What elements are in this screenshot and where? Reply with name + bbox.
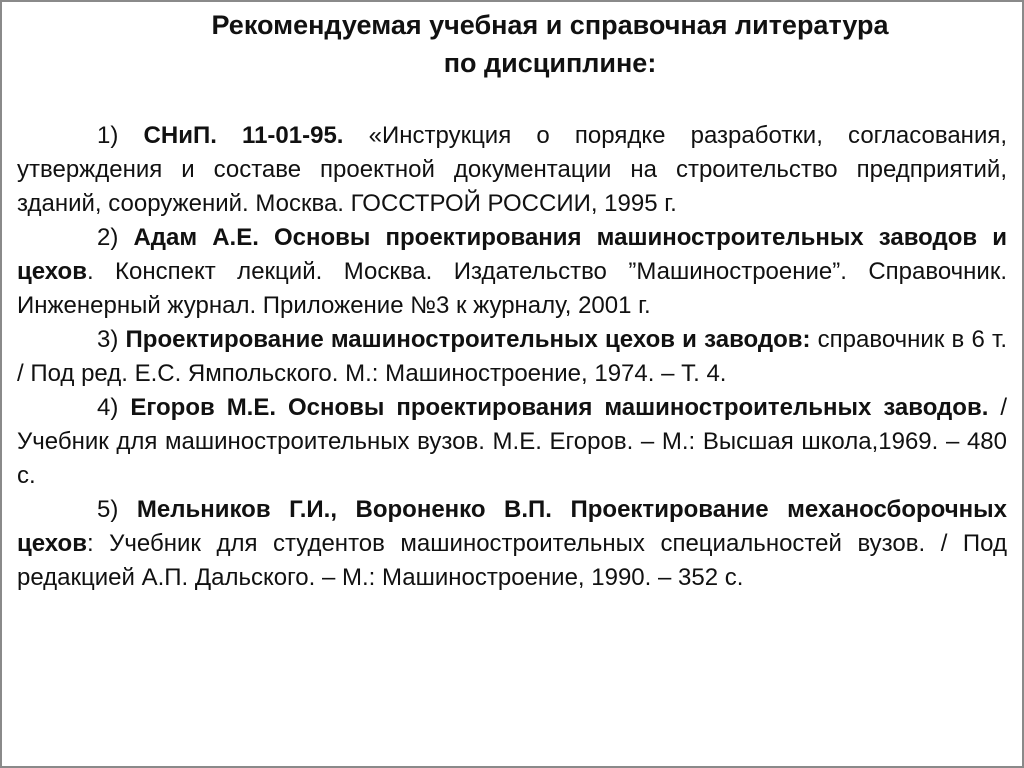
reference-number: 2) <box>97 224 119 251</box>
reference-details: : Учебник для студентов машиностроительных специальностей вузов. / Под редакцией А.П. Дальского. – М.: Машиностроение, 1990. – 352 с. <box>17 530 1007 591</box>
reference-details: / Учебник для машиностроительных вузов. М.Е. Егоров. – М.: Высшая школа,1969. – 480 с. <box>17 394 1007 489</box>
reference-bold-title: Адам А.Е. Основы проектирования машиностроительных заводов и цехов <box>17 224 1007 285</box>
reference-bold-title: СНиП. 11-01-95. <box>143 122 344 149</box>
reference-item-1 <box>17 119 1007 221</box>
reference-bold-title: Проектирование машиностроительных цехов и заводов: <box>125 326 811 353</box>
reference-details: справочник в 6 т. / Под ред. Е.С. Ямпольского. М.: Машиностроение, 1974. – Т. 4. <box>17 326 1007 387</box>
reference-item-2 <box>17 221 1007 323</box>
reference-item-4 <box>17 391 1007 493</box>
slide-title-line-2: по дисциплине: <box>443 48 657 78</box>
reference-number: 1) <box>97 122 119 149</box>
reference-bold-title: Мельников Г.И., Вороненко В.П. Проектирование механосборочных цехов <box>17 496 1008 557</box>
reference-item-5 <box>17 493 1007 595</box>
reference-item-3 <box>17 323 1007 391</box>
reference-details: . Конспект лекций. Москва. Издательство ”Машиностроение”. Справочник. Инженерный журнал. Приложение №3 к журналу, 2001 г. <box>17 258 1007 319</box>
reference-number: 5) <box>97 496 119 523</box>
reference-list <box>17 119 1007 595</box>
reference-number: 4) <box>97 394 119 421</box>
reference-details: «Инструкция о порядке разработки, согласования, утверждения и составе проектной документации на строительство предприятий, зданий, сооружений. Москва. ГОССТРОЙ РОССИИ, 1995 г. <box>17 122 1008 217</box>
reference-number: 3) <box>97 326 119 353</box>
slide-title <box>100 6 1000 82</box>
reference-bold-title: Егоров М.Е. Основы проектирования машиностроительных заводов. <box>130 394 989 421</box>
slide-title-line-1: Рекомендуемая учебная и справочная литература <box>211 10 889 40</box>
slide-border-top <box>0 0 1024 2</box>
slide-border-left <box>0 0 2 768</box>
